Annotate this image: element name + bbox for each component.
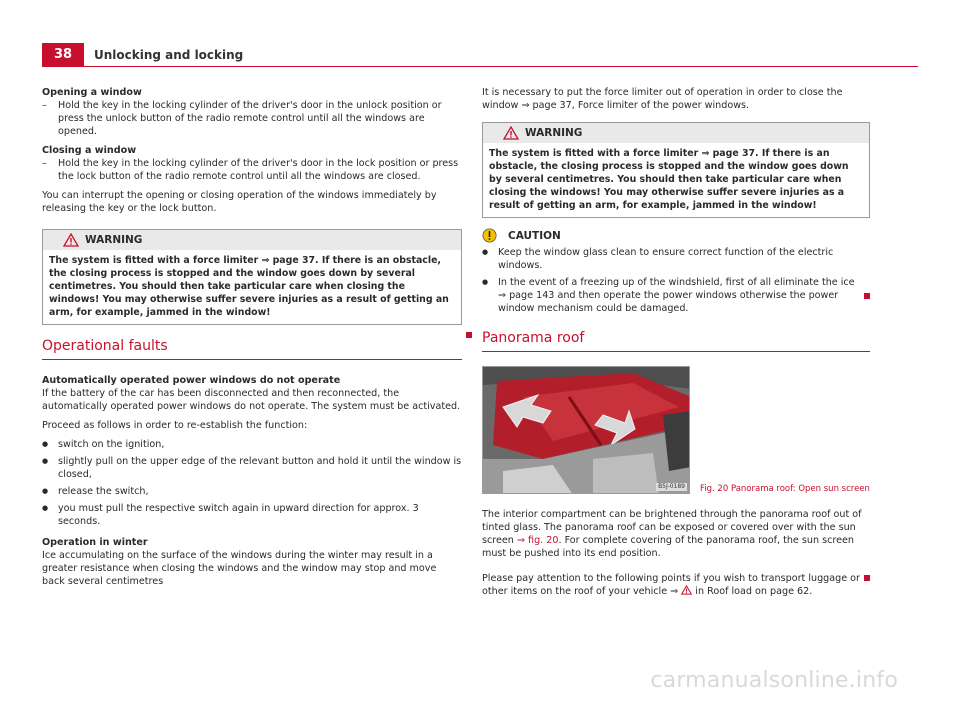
caution-icon	[482, 228, 497, 243]
panorama-body-1	[482, 508, 870, 560]
section-title-panorama-roof: Panorama roof	[482, 329, 870, 352]
warning-triangle-icon	[63, 233, 79, 247]
figure-20	[482, 366, 870, 496]
auto-windows-title: Automatically operated power windows do not operate	[42, 375, 341, 386]
warning-triangle-icon	[681, 585, 692, 595]
list-item: ● slightly pull on the upper edge of the relevant button and hold it until the window is closed,	[42, 455, 462, 481]
list-item: ● In the event of a freezing up of the windshield, first of all eliminate the ice ⇒ page 143 and then operate the power windows otherwise the power window mechanism could be damaged.	[482, 276, 870, 315]
end-of-section-marker	[466, 329, 472, 342]
body-text: . For complete covering of the panorama roof, the sun screen must be pushed into its end position.	[482, 535, 854, 559]
body-text: in Roof load on page 62.	[692, 586, 813, 597]
warning-label: WARNING	[525, 127, 583, 139]
caution-header	[482, 228, 870, 244]
warning-text: The system is fitted with a force limiter ⇒ page 37. If there is an obstacle, the closing process is stopped and the window goes down by several centimetres. You should then take particular care when closing the windows! You may otherwise suffer severe injuries as a result of getting an arm, for example, jammed in the window!	[49, 255, 449, 318]
warning-header	[43, 230, 461, 250]
closing-window-step: – Hold the key in the locking cylinder of the driver's door in the lock position or press the lock button of the radio remote control until all the windows are closed.	[42, 157, 462, 183]
right-column	[482, 86, 870, 604]
panorama-roof-image	[482, 366, 690, 494]
list-item: ● you must pull the respective switch again in upward direction for approx. 3 seconds.	[42, 502, 462, 528]
warning-header	[483, 123, 869, 143]
opening-window-title: Opening a window	[42, 87, 142, 98]
left-column	[42, 86, 462, 594]
end-of-section-marker	[864, 290, 870, 303]
list-item: ● switch on the ignition,	[42, 438, 462, 451]
header-rule	[84, 66, 918, 67]
opening-window-step: – Hold the key in the locking cylinder of the driver's door in the unlock position or press the unlock button of the radio remote control until all the windows are opened.	[42, 99, 462, 138]
warning-label: WARNING	[85, 234, 143, 246]
list-item: ● release the switch,	[42, 485, 462, 498]
warning-box	[482, 122, 870, 218]
warning-triangle-icon	[503, 126, 519, 140]
chapter-title: Unlocking and locking	[94, 48, 244, 62]
figure-code: B5J-0189	[658, 483, 685, 490]
watermark: carmanualsonline.info	[650, 668, 898, 693]
page-header	[42, 43, 918, 67]
closing-window-title: Closing a window	[42, 145, 137, 156]
intro-text: It is necessary to put the force limiter out of operation in order to close the window ⇒ page 37, Force limiter of the power windows.	[482, 87, 843, 111]
panorama-roof-illustration	[483, 367, 690, 494]
warning-box	[42, 229, 462, 325]
auto-windows-text: If the battery of the car has been disconnected and then reconnected, the automatically operated power windows do not operate. The system must be activated.	[42, 388, 461, 412]
interrupt-text: You can interrupt the opening or closing operation of the windows immediately by releasing the key or the lock button.	[42, 190, 437, 214]
caution-label: CAUTION	[508, 230, 561, 242]
end-of-section-marker	[864, 572, 870, 585]
figure-caption: Fig. 20 Panorama roof: Open sun screen	[700, 484, 870, 494]
winter-title: Operation in winter	[42, 537, 148, 548]
proceed-text: Proceed as follows in order to re-establish the function:	[42, 420, 308, 431]
section-title-operational-faults: Operational faults	[42, 337, 462, 360]
winter-text: Ice accumulating on the surface of the windows during the winter may result in a greater resistance when closing the windows and the window may stop and move back several centimetres	[42, 550, 437, 587]
page-number: 38	[42, 43, 84, 67]
figure-reference-link[interactable]: ⇒ fig. 20	[516, 535, 559, 546]
list-item: ● Keep the window glass clean to ensure correct function of the electric windows.	[482, 246, 870, 272]
panorama-body-2	[482, 572, 870, 598]
body-text: Please pay attention to the following points if you wish to transport luggage or other items on the roof of your vehicle ⇒	[482, 573, 860, 597]
body-text: The interior compartment can be brightened through the panorama roof out of tinted glass. The panorama roof can be exposed or covered over with the sun screen	[482, 509, 862, 546]
warning-text: The system is fitted with a force limiter ⇒ page 37. If there is an obstacle, the closing process is stopped and the window goes down by several centimetres. You should then take particular care when closing the windows! You may otherwise suffer severe injuries as a result of getting an arm, for example, jammed in the window!	[489, 148, 849, 211]
